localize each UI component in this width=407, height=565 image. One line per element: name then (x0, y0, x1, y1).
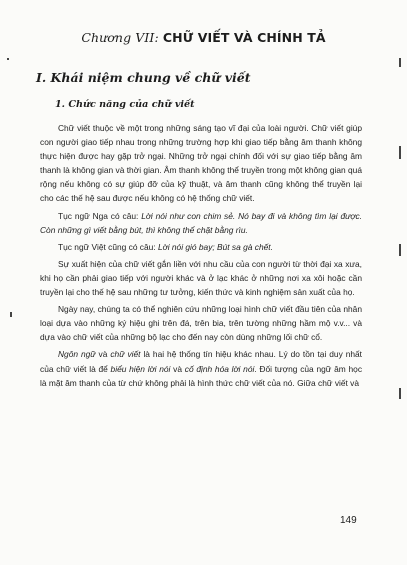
paragraph-2 (40, 209, 362, 237)
p6-text-1: và (95, 349, 111, 360)
russian-proverb: Lời nói như con chim sẻ. Nó bay đi và không tìm lại được. Còn những gì viết bằng bút, thì không thể chặt bằng rìu. (40, 210, 362, 235)
paragraph-4: Sự xuất hiện của chữ viết gắn liền với nhu cầu của con người từ thời đại xa xưa, khi họ cần phải giao tiếp với người khác và ở lạc khác ở những nơi xa xôi hoặc cần truyền lại cho thế hệ sau những tư tưởng, kiến thức và kinh nghiệm sản xuất của họ. (40, 258, 362, 298)
scan-mark (10, 312, 12, 317)
scan-mark (399, 58, 401, 67)
subsection-heading: 1. Chức năng của chữ viết (55, 99, 195, 110)
paragraph-1: Chữ viết thuộc về một trong những sáng tạo vĩ đại của loài người. Chữ viết giúp con người giao tiếp nhau trong những trường hợp khi giao tiếp bằng âm thanh không thực hiện được hay gặp trở ngại. Những trở ngại chính đối với sự giao tiếp bằng âm thanh là không gian và thời gian. Âm thanh không thể truyền trong một không gian quá rộng nếu không có sự giúp đỡ của kỹ thuật, và âm thanh cũng không thể truyền lại cho các thế hệ sau được nếu không có hệ thống chữ viết. (40, 123, 362, 204)
p6-text-3: và (170, 363, 185, 374)
vietnamese-proverb: Lời nói gió bay; Bút sa gà chết. (157, 241, 273, 252)
scan-mark (399, 244, 401, 256)
term-writing: chữ viết (110, 349, 141, 360)
term-fix-speech: cố định hóa lời nói (184, 363, 255, 374)
scan-mark (399, 388, 401, 399)
p6-text-2: là hai hệ thống tín hiệu khác nhau. Lý do tồn tại duy nhất của chữ viết là để (40, 349, 363, 374)
body-text (40, 121, 362, 393)
paragraph-5: Ngày nay, chúng ta có thể nghiên cứu những loại hình chữ viết đầu tiên của nhân loại dựa vào những ký hiệu ghi trên đá, trên bia, trên tường những hầm mộ v.v... và dựa vào chữ viết của những bộ lạc cho đến nay còn dùng những lối chữ cổ. (40, 304, 362, 343)
page-number: 149 (340, 515, 357, 526)
term-language: Ngôn ngữ (58, 349, 96, 360)
section-heading: I. Khái niệm chung về chữ viết (36, 70, 251, 85)
paragraph-2-lead: Tục ngữ Nga có câu: (58, 210, 142, 221)
chapter-lead: Chương VII: (81, 30, 159, 45)
term-express-speech: biểu hiện lời nói (110, 363, 171, 374)
paragraph-6 (40, 347, 362, 389)
paragraph-3 (40, 240, 362, 254)
p6-text-4: . Đối tượng của ngữ âm học là mặt âm thanh của từ chứ không phải là hình thức chữ viết của nó. Giữa chữ viết và (40, 363, 363, 388)
chapter-title-text: CHỮ VIẾT VÀ CHÍNH TẢ (162, 30, 326, 45)
paragraph-3-lead: Tục ngữ Việt cũng có câu: (58, 241, 158, 252)
scan-mark (399, 146, 401, 159)
scan-mark (7, 58, 9, 60)
chapter-title (0, 30, 407, 45)
